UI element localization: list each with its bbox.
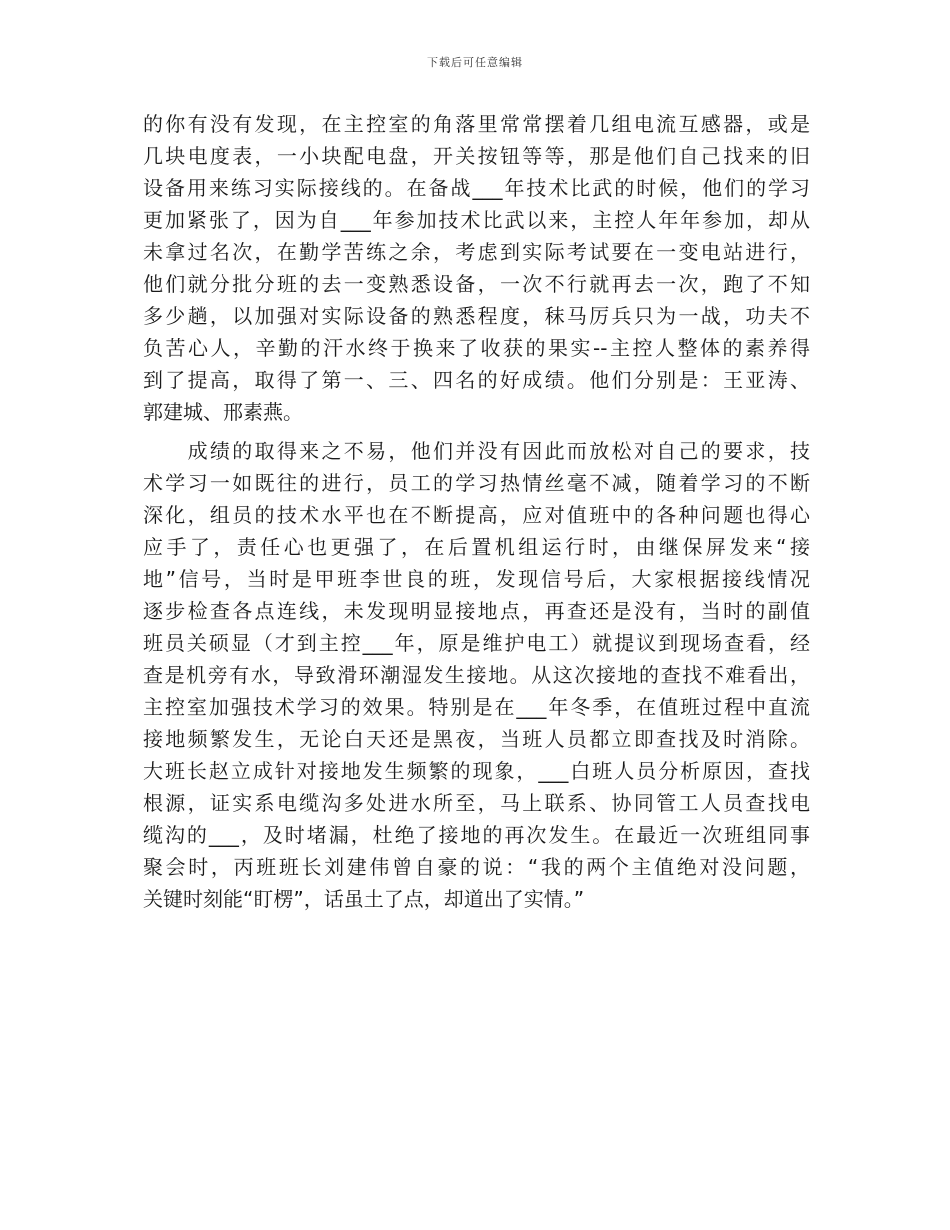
paragraph-1	[143, 108, 810, 428]
text-line: 接地频繁发生，无论白天还是黑夜，当班人员都立即查找及时消除。	[143, 727, 810, 751]
text-line: 地”信号，当时是甲班李世良的班，发现信号后，大家根据接线情况	[143, 567, 810, 591]
text-line: 他们就分批分班的去一变熟悉设备，一次不行就再去一次，跑了不知	[143, 272, 810, 296]
text-line: 大班长赵立成针对接地发生频繁的现象，___白班人员分析原因，查找	[143, 759, 810, 783]
text-line: 应手了，责任心也更强了，在后置机组运行时，由继保屏发来“接	[143, 535, 810, 559]
text-line: 设备用来练习实际接线的。在备战___年技术比武的时候，他们的学习	[143, 176, 810, 200]
page-header: 下载后可任意编辑	[427, 56, 523, 69]
document-body	[143, 108, 810, 915]
text-line: 逐步检查各点连线，未发现明显接地点，再查还是没有，当时的副值	[143, 599, 810, 623]
text-line: 负苦心人，辛勤的汗水终于换来了收获的果实--主控人整体的素养得	[143, 336, 810, 360]
text-line: 聚会时，丙班班长刘建伟曾自豪的说：“我的两个主值绝对没问题，	[143, 855, 810, 879]
text-line: 深化，组员的技术水平也在不断提高，应对值班中的各种问题也得心	[143, 503, 810, 527]
paragraph-2	[143, 435, 810, 915]
text-line: 班员关硕显（才到主控___年，原是维护电工）就提议到现场查看，经	[143, 631, 810, 655]
text-line: 到了提高，取得了第一、三、四名的好成绩。他们分别是：王亚涛、	[143, 368, 810, 392]
text-line: 查是机旁有水，导致滑环潮湿发生接地。从这次接地的查找不难看出，	[143, 663, 810, 687]
text-line: 更加紧张了，因为自___年参加技术比武以来，主控人年年参加，却从	[143, 208, 810, 232]
text-line: 郭建城、邢素燕。	[143, 400, 303, 424]
text-line: 几块电度表，一小块配电盘，开关按钮等等，那是他们自己找来的旧	[143, 144, 810, 168]
text-line: 术学习一如既往的进行，员工的学习热情丝毫不减，随着学习的不断	[143, 471, 810, 495]
text-line: 主控室加强技术学习的效果。特别是在___年冬季，在值班过程中直流	[143, 695, 810, 719]
text-line: 多少趟，以加强对实际设备的熟悉程度，秣马厉兵只为一战，功夫不	[143, 304, 810, 328]
text-line: 成绩的取得来之不易，他们并没有因此而放松对自己的要求，技	[143, 439, 810, 463]
text-line: 未拿过名次，在勤学苦练之余，考虑到实际考试要在一变电站进行，	[143, 240, 810, 264]
text-line: 缆沟的___，及时堵漏，杜绝了接地的再次发生。在最近一次班组同事	[143, 823, 810, 847]
text-line: 关键时刻能“盯楞”，话虽土了点，却道出了实情。”	[143, 887, 585, 911]
text-line: 的你有没有发现，在主控室的角落里常常摆着几组电流互感器，或是	[143, 112, 810, 136]
text-line: 根源，证实系电缆沟多处进水所至，马上联系、协同管工人员查找电	[143, 791, 810, 815]
